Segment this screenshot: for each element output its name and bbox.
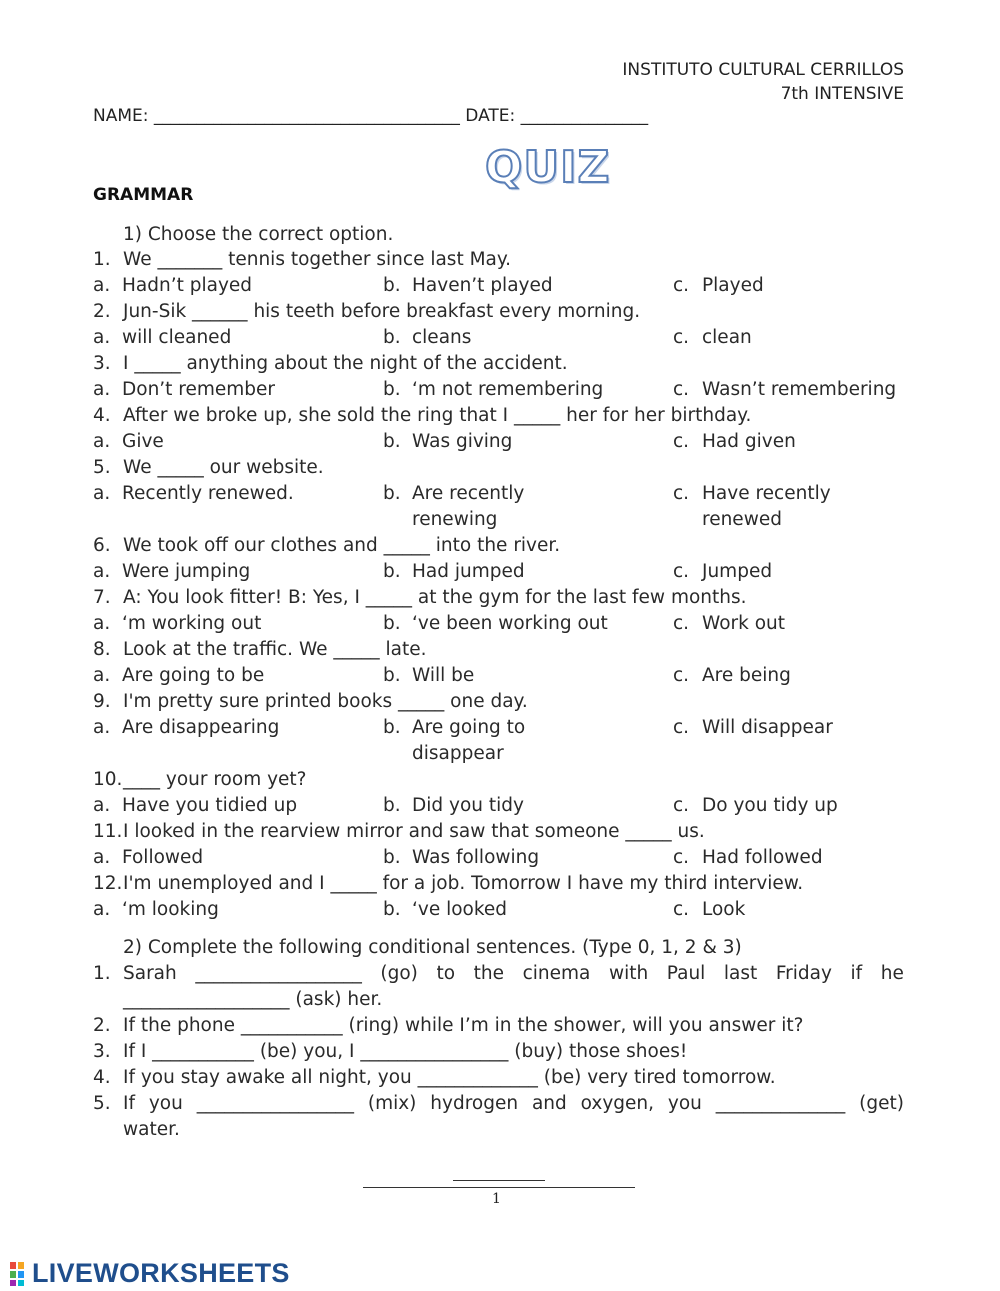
question-number: 7.	[93, 587, 111, 608]
question-text: A: You look fitter! B: Yes, I _____ at the gym for the last few months.	[123, 587, 747, 608]
question-number: 10.	[93, 769, 123, 790]
option-c: c. Work out	[673, 613, 786, 634]
footer-divider	[363, 1187, 635, 1188]
option-a: a. Hadn’t played	[93, 275, 253, 296]
section-heading: GRAMMAR	[93, 185, 194, 205]
option-c: c. Do you tidy up	[673, 795, 838, 816]
option-a: a. Recently renewed.	[93, 483, 294, 504]
question-number: 8.	[93, 639, 111, 660]
option-b: b. Was giving	[383, 431, 513, 452]
school-header	[622, 58, 904, 106]
question-number: 5.	[93, 457, 111, 478]
option-b: b. Are going to disappear	[383, 717, 526, 764]
option-a: a. ‘m looking	[93, 899, 219, 920]
option-a: a. Don’t remember	[93, 379, 276, 400]
option-c: c. Had given	[673, 431, 796, 452]
option-b: b. Was following	[383, 847, 540, 868]
question-number: 2.	[93, 301, 111, 322]
option-c: c. Had followed	[673, 847, 823, 868]
question-number: 3.	[93, 353, 111, 374]
option-c: c. Will disappear	[673, 717, 833, 738]
option-c: c. Played	[673, 275, 764, 296]
school-name: INSTITUTO CULTURAL CERRILLOS	[622, 60, 904, 80]
quiz-title: QUIZ	[485, 142, 611, 193]
question-text: We _______ tennis together since last May.	[123, 249, 512, 270]
question-number: 6.	[93, 535, 111, 556]
sentence-number: 5.	[93, 1093, 111, 1114]
page-number: 1	[492, 1191, 501, 1207]
sentence-number: 1.	[93, 963, 111, 984]
option-b: b. Had jumped	[383, 561, 525, 582]
option-a: a. will cleaned	[93, 327, 232, 348]
sentence-line: If I ___________ (be) you, I ________________ (buy) those shoes!	[123, 1041, 688, 1062]
liveworksheets-logo[interactable]	[10, 1258, 290, 1289]
sentence-line: __________________ (ask) her.	[123, 989, 383, 1010]
option-c: c. Have recently renewed	[673, 483, 831, 530]
question-text: I'm unemployed and I _____ for a job. Tomorrow I have my third interview.	[123, 873, 804, 894]
question-text: We _____ our website.	[123, 457, 324, 478]
sentence-line: water.	[123, 1119, 180, 1140]
option-c: c. Are being	[673, 665, 791, 686]
option-a: a. Were jumping	[93, 561, 251, 582]
question-text: Jun-Sik ______ his teeth before breakfast every morning.	[123, 301, 641, 322]
question-number: 4.	[93, 405, 111, 426]
option-b: b. Will be	[383, 665, 475, 686]
option-c: c. Jumped	[673, 561, 773, 582]
option-c: c. clean	[673, 327, 752, 348]
question-text: Look at the traffic. We _____ late.	[123, 639, 427, 660]
question-number: 9.	[93, 691, 111, 712]
option-c: c. Look	[673, 899, 746, 920]
option-b: b. cleans	[383, 327, 472, 348]
question-text: We took off our clothes and _____ into the river.	[123, 535, 561, 556]
footer-divider	[453, 1180, 545, 1181]
option-b: b. Haven’t played	[383, 275, 553, 296]
course-level: 7th INTENSIVE	[780, 84, 904, 104]
question-number: 11.	[93, 821, 123, 842]
option-a: a. Give	[93, 431, 164, 452]
option-b: b. ‘ve been working out	[383, 613, 608, 634]
question-text: ____ your room yet?	[123, 769, 307, 790]
option-b: b. ‘ve looked	[383, 899, 508, 920]
sentence-line: Sarah __________________ (go) to the cinema with Paul last Friday if he	[123, 963, 904, 984]
part1-instruction: 1) Choose the correct option.	[123, 224, 394, 245]
option-a: a. Have you tidied up	[93, 795, 298, 816]
sentence-line: If you stay awake all night, you _____________ (be) very tired tomorrow.	[123, 1067, 776, 1088]
question-text: After we broke up, she sold the ring that I _____ her for her birthday.	[123, 405, 752, 426]
sentence-line: If you _________________ (mix) hydrogen and oxygen, you ______________ (get)	[123, 1093, 904, 1114]
sentence-line: If the phone ___________ (ring) while I’m in the shower, will you answer it?	[123, 1015, 804, 1036]
question-text: I looked in the rearview mirror and saw that someone _____ us.	[123, 821, 705, 842]
liveworksheets-icon	[10, 1262, 32, 1286]
question-text: I'm pretty sure printed books _____ one day.	[123, 691, 528, 712]
sentence-number: 2.	[93, 1015, 111, 1036]
question-number: 12.	[93, 873, 123, 894]
sentence-number: 3.	[93, 1041, 111, 1062]
option-b: b. Did you tidy	[383, 795, 524, 816]
option-a: a. ‘m working out	[93, 613, 262, 634]
option-a: a. Followed	[93, 847, 204, 868]
option-c: c. Wasn’t remembering	[673, 379, 897, 400]
name-date-line: NAME: ____________________________________ DATE: _______________	[93, 106, 649, 126]
sentence-number: 4.	[93, 1067, 111, 1088]
question-text: I _____ anything about the night of the accident.	[123, 353, 568, 374]
option-b: b. Are recently renewing	[383, 483, 525, 530]
brand-name: LIVEWORKSHEETS	[32, 1258, 290, 1288]
option-b: b. ‘m not remembering	[383, 379, 604, 400]
question-number: 1.	[93, 249, 111, 270]
option-a: a. Are going to be	[93, 665, 265, 686]
part2-instruction: 2) Complete the following conditional sentences. (Type 0, 1, 2 & 3)	[123, 937, 742, 958]
option-a: a. Are disappearing	[93, 717, 280, 738]
